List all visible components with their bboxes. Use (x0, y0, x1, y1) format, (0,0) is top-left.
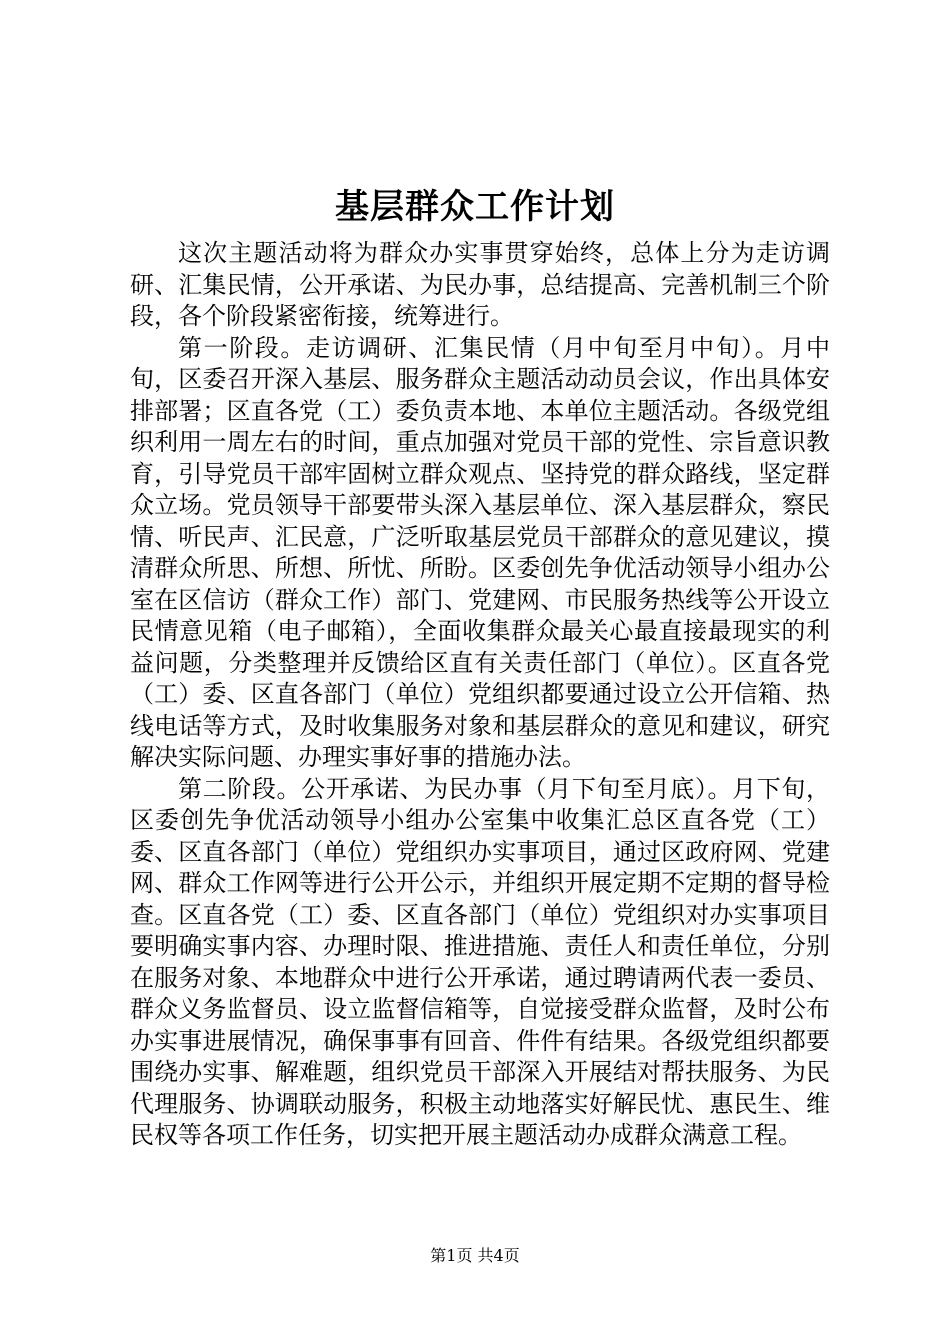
document-title: 基层群众工作计划 (335, 187, 615, 227)
page-footer: 第1页 共4页 (430, 1246, 520, 1265)
paragraph-stage-one: 第一阶段。走访调研、汇集民情（月中旬至月中旬）。月中旬，区委召开深入基层、服务群众主题活动动员会议，作出具体安排部署；区直各党（工）委负责本地、本单位主题活动。各级党组织利用一周左右的时间，重点加强对党员干部的党性、宗旨意识教育，引导党员干部牢固树立群众观点、坚持党的群众路线，坚定群众立场。党员领导干部要带头深入基层单位、深入基层群众，察民情、听民声、汇民意，广泛听取基层党员干部群众的意见建议，摸清群众所思、所想、所忧、所盼。区委创先争优活动领导小组办公室在区信访（群众工作）部门、党建网、市民服务热线等公开设立民情意见箱（电子邮箱），全面收集群众最关心最直接最现实的利益问题，分类整理并反馈给区直有关责任部门（单位）。区直各党（工）委、区直各部门（单位）党组织都要通过设立公开信箱、热线电话等方式，及时收集服务对象和基层群众的意见和建议，研究解决实际问题、办理实事好事的措施办法。 (130, 333, 830, 771)
paragraph-intro: 这次主题活动将为群众办实事贯穿始终，总体上分为走访调研、汇集民情，公开承诺、为民办事，总结提高、完善机制三个阶段，各个阶段紧密衔接，统筹进行。 (130, 239, 830, 330)
document-body (130, 238, 830, 1152)
paragraph-stage-two: 第二阶段。公开承诺、为民办事（月下旬至月底）。月下旬，区委创先争优活动领导小组办公室集中收集汇总区直各党（工）委、区直各部门（单位）党组织办实事项目，通过区政府网、党建网、群众工作网等进行公开公示，并组织开展定期不定期的督导检查。区直各党（工）委、区直各部门（单位）党组织对办实事项目要明确实事内容、办理时限、推进措施、责任人和责任单位，分别在服务对象、本地群众中进行公开承诺，通过聘请两代表一委员、群众义务监督员、设立监督信箱等，自觉接受群众监督，及时公布办实事进展情况，确保事事有回音、件件有结果。各级党组织都要围绕办实事、解难题，组织党员干部深入开展结对帮扶服务、为民代理服务、协调联动服务，积极主动地落实好解民忧、惠民生、维民权等各项工作任务，切实把开展主题活动办成群众满意工程。 (130, 774, 830, 1149)
